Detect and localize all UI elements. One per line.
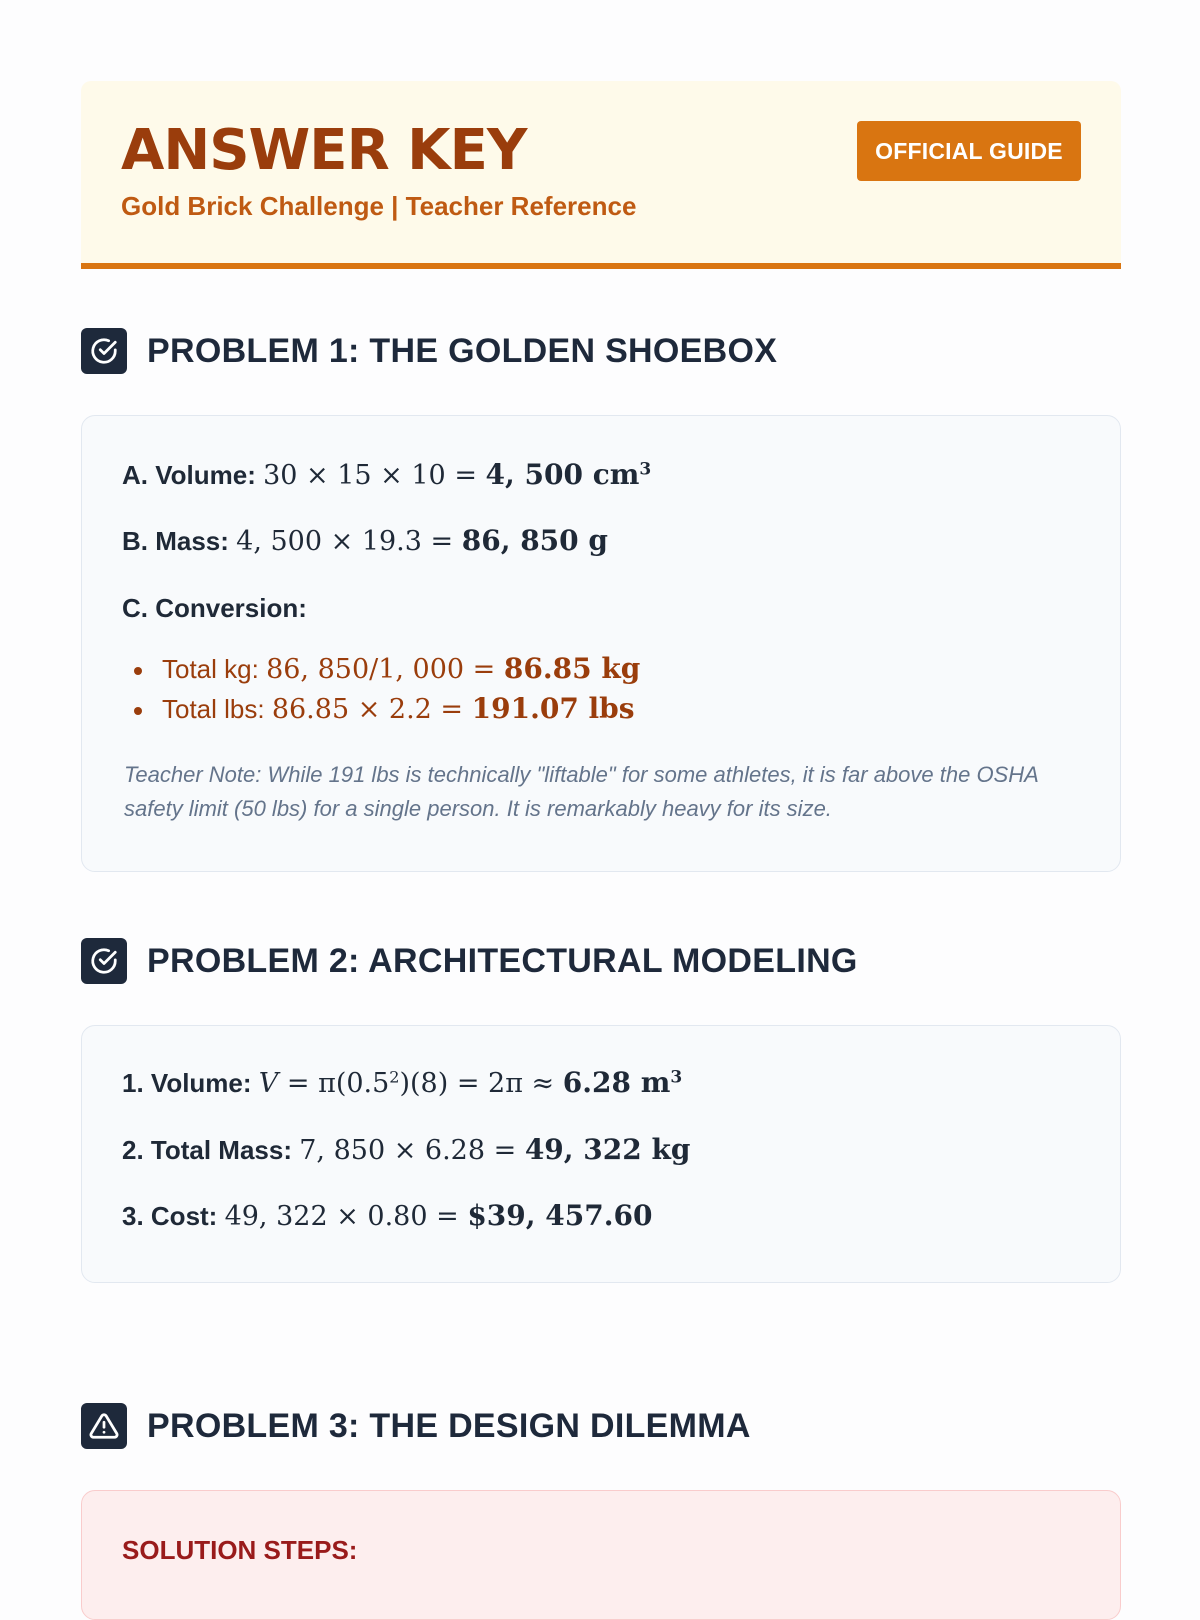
cost-expression: 49, 322 × 0.80 =	[224, 1201, 468, 1232]
solution-steps-label: SOLUTION STEPS:	[122, 1535, 358, 1565]
volume-exponent: 3	[670, 1067, 683, 1088]
conversion-list	[122, 652, 640, 732]
volume-result: 6.28 m	[562, 1066, 671, 1099]
problem-1-title: PROBLEM 1: THE GOLDEN SHOEBOX	[147, 331, 778, 370]
problem-1-heading	[81, 328, 777, 374]
mass-result: 86, 850 g	[461, 524, 608, 557]
total-lbs-label: Total lbs:	[162, 694, 272, 724]
total-lbs-result: 191.07 lbs	[471, 692, 635, 725]
volume-expression: 30 × 15 × 10 =	[263, 460, 486, 491]
header-banner	[81, 81, 1121, 269]
total-mass-result: 49, 322 kg	[524, 1133, 691, 1166]
volume-label: 1. Volume:	[122, 1068, 252, 1098]
problem-3-card	[81, 1490, 1121, 1620]
warning-triangle-icon	[81, 1403, 127, 1449]
total-lbs-expression: 86.85 × 2.2 =	[271, 694, 472, 725]
conversion-line	[122, 593, 307, 624]
mass-expression: 4, 500 × 19.3 =	[236, 526, 462, 557]
volume-label: A. Volume:	[122, 460, 256, 490]
mass-label: B. Mass:	[122, 526, 229, 556]
total-mass-expression: 7, 850 × 6.28 =	[299, 1135, 525, 1166]
page-title: ANSWER KEY	[121, 118, 527, 183]
total-mass-label: 2. Total Mass:	[122, 1135, 293, 1165]
problem-3-title: PROBLEM 3: THE DESIGN DILEMMA	[147, 1406, 751, 1445]
volume-line	[122, 458, 651, 491]
mass-line	[122, 524, 608, 557]
check-circle-icon	[81, 328, 127, 374]
total-kg-expression: 86, 850/1, 000 =	[266, 654, 504, 685]
cost-label: 3. Cost:	[122, 1201, 218, 1231]
problem-2-heading	[81, 938, 858, 984]
total-mass-line	[122, 1133, 690, 1166]
volume-exponent: 3	[639, 459, 652, 480]
check-circle-icon	[81, 938, 127, 984]
page-subtitle: Gold Brick Challenge | Teacher Reference	[121, 191, 637, 221]
volume-expression-a: = π(0.5	[278, 1068, 390, 1099]
volume-expression-b: )(8) = 2π ≈	[399, 1068, 563, 1099]
volume-inner-exponent: 2	[389, 1067, 400, 1087]
volume-line	[122, 1066, 682, 1099]
list-item	[122, 692, 640, 732]
volume-result: 4, 500 cm	[485, 458, 640, 491]
problem-2-title: PROBLEM 2: ARCHITECTURAL MODELING	[147, 941, 858, 980]
volume-variable: V	[258, 1068, 279, 1099]
cost-result: $39, 457.60	[467, 1199, 653, 1232]
conversion-label: C. Conversion:	[122, 593, 307, 623]
list-item	[122, 652, 640, 692]
official-guide-badge: OFFICIAL GUIDE	[857, 121, 1081, 181]
problem-2-card	[81, 1025, 1121, 1283]
total-kg-label: Total kg:	[162, 654, 267, 684]
total-kg-result: 86.85 kg	[503, 652, 641, 685]
problem-1-card	[81, 415, 1121, 872]
problem-3-heading	[81, 1403, 751, 1449]
cost-line	[122, 1199, 652, 1232]
teacher-note: Teacher Note: While 191 lbs is technically "liftable" for some athletes, it is far above the OSHA safety limit (50 lbs) for a single person. It is remarkably heavy for its size.	[124, 762, 1038, 821]
